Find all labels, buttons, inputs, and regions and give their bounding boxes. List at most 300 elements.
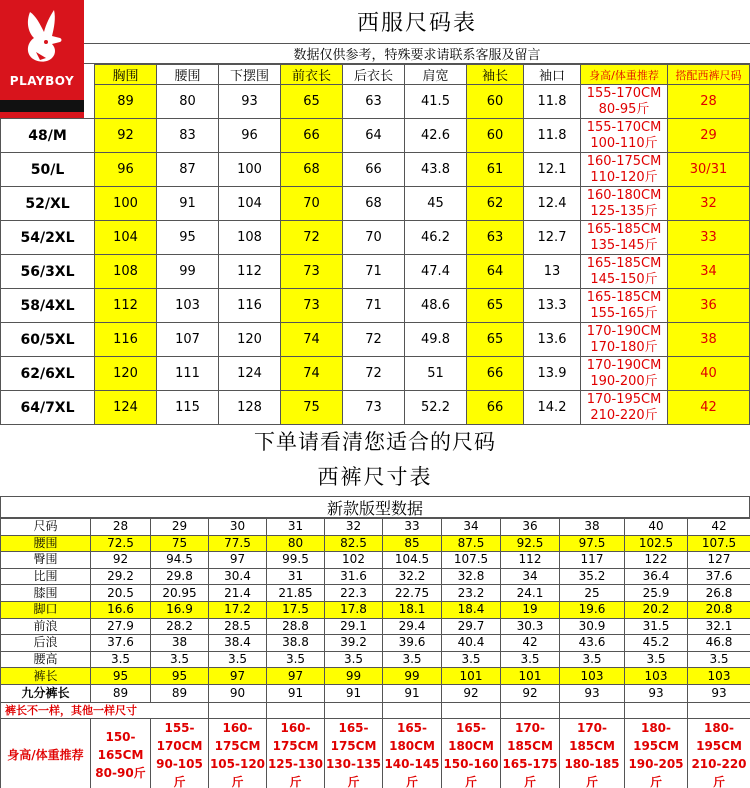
measurement-cell: 107.5 [442,552,501,569]
measurement-cell: 30.4 [209,568,267,585]
recommend-line: 175CM [214,738,261,753]
pants-row [1,535,750,552]
recommend-line: 195CM [696,738,742,753]
recommend-line: 斤 [347,774,360,788]
brand-text: PLAYBOY [9,74,75,88]
measurement-cell: 29.8 [151,568,209,585]
measurement-cell: 64 [343,119,405,153]
matching-pants-size: 33 [668,221,750,255]
pants-row-ninth [1,684,750,702]
measurement-cell: 28 [91,519,151,536]
measurement-cell: 34 [501,568,560,585]
measurement-cell: 13.9 [524,357,581,391]
measurement-cell: 3.5 [151,651,209,668]
measurement-cell: 64 [467,255,524,289]
col-header: 后衣长 [343,65,405,85]
measurement-cell: 24.1 [501,585,560,602]
measurement-cell: 82.5 [325,535,383,552]
measurement-cell: 108 [219,221,281,255]
suit-row [1,85,750,119]
height-weight-recommend [442,718,501,788]
col-header: 前衣长 [281,65,343,85]
measurement-cell: 99 [383,668,442,685]
measurement-cell: 65 [467,323,524,357]
recommend-line: 105-120 [209,756,266,771]
measurement-cell: 42 [688,519,750,536]
recommend-line: 斤 [231,774,244,788]
suit-row [1,391,750,425]
col-header: 腰围 [157,65,219,85]
measurement-cell: 95 [157,221,219,255]
measurement-cell: 62 [467,187,524,221]
measurement-cell: 28.2 [151,618,209,635]
recommend-line: 80-90斤 [95,765,146,780]
measurement-cell: 80 [267,535,325,552]
measurement-cell: 34 [442,519,501,536]
recommend-height: 165-185CM [586,221,662,237]
measurement-cell: 102.5 [625,535,688,552]
measurement-cell: 32 [325,519,383,536]
measurement-cell: 71 [343,289,405,323]
measurement-cell: 30.3 [501,618,560,635]
measurement-cell: 29.1 [325,618,383,635]
measurement-cell: 66 [281,119,343,153]
measurement-cell: 39.2 [325,635,383,652]
measurement-cell: 91 [157,187,219,221]
row-label: 脚口 [1,601,91,618]
suit-row [1,187,750,221]
measurement-cell: 103 [688,668,750,685]
pants-row [1,601,750,618]
measurement-cell: 31.5 [625,618,688,635]
measurement-cell: 39.6 [383,635,442,652]
recommend-line: 155- [164,720,195,735]
measurement-cell: 13 [524,255,581,289]
size-label: 58/4XL [1,289,95,323]
measurement-cell: 91 [383,684,442,702]
measurement-cell: 38.8 [267,635,325,652]
measurement-cell: 99.5 [267,552,325,569]
height-weight-recommend [209,718,267,788]
matching-pants-size: 34 [668,255,750,289]
measurement-cell: 112 [95,289,157,323]
measurement-cell: 11.8 [524,119,581,153]
measurement-cell: 72 [343,323,405,357]
measurement-cell: 18.1 [383,601,442,618]
measurement-cell: 61 [467,153,524,187]
measurement-cell: 3.5 [91,651,151,668]
height-weight-recommend [325,718,383,788]
measurement-cell: 49.8 [405,323,467,357]
measurement-cell: 41.5 [405,85,467,119]
pants-row [1,651,750,668]
measurement-cell: 12.1 [524,153,581,187]
height-weight-recommend [501,718,560,788]
matching-pants-size: 32 [668,187,750,221]
measurement-cell: 87.5 [442,535,501,552]
suit-header-row [1,65,750,85]
recommend-line: 165- [338,720,369,735]
recommend-weight: 80-95斤 [598,101,650,117]
suit-row [1,289,750,323]
measurement-cell: 45 [405,187,467,221]
measurement-cell: 36.4 [625,568,688,585]
height-weight-recommend [151,718,209,788]
recommend-line: 165CM [97,747,144,762]
measurement-cell: 29 [151,519,209,536]
measurement-cell: 3.5 [560,651,625,668]
measurement-cell: 63 [467,221,524,255]
measurement-cell: 21.85 [267,585,325,602]
pants-size-title: 西裤尺寸表 [317,465,433,489]
suit-row [1,221,750,255]
measurement-cell: 101 [501,668,560,685]
measurement-cell: 3.5 [625,651,688,668]
order-note: 下单请看清您适合的尺码 [254,430,496,454]
measurement-cell: 103 [560,668,625,685]
suit-row [1,323,750,357]
col-header: 下摆围 [219,65,281,85]
recommend-height: 170-190CM [586,357,662,373]
measurement-cell: 30.9 [560,618,625,635]
height-weight-recommend [688,718,750,788]
pants-note-row [1,702,750,718]
recommend-line: 180- [640,720,672,735]
measurement-cell: 33 [383,519,442,536]
recommend-line: 165- [455,720,487,735]
measurement-cell: 124 [95,391,157,425]
measurement-cell: 95 [91,668,151,685]
measurement-cell: 40 [625,519,688,536]
measurement-cell: 66 [343,153,405,187]
recommend-height: 170-190CM [586,323,662,339]
recommend-line: 160- [222,720,253,735]
measurement-cell: 100 [219,153,281,187]
measurement-cell: 97 [209,552,267,569]
measurement-cell: 73 [281,255,343,289]
recommend-height: 160-180CM [586,187,662,203]
height-weight-recommend [581,119,668,153]
recommend-line: 190-205 [628,756,684,771]
matching-pants-size: 36 [668,289,750,323]
height-weight-recommend [625,718,688,788]
measurement-cell: 66 [467,391,524,425]
measurement-cell: 3.5 [209,651,267,668]
measurement-cell: 3.5 [501,651,560,668]
measurement-cell: 68 [281,153,343,187]
measurement-cell: 20.2 [625,601,688,618]
recommend-line: 150- [105,729,136,744]
row-label: 尺码 [1,519,91,536]
measurement-cell: 72.5 [91,535,151,552]
measurement-cell: 14.2 [524,391,581,425]
row-label: 后浪 [1,635,91,652]
measurement-cell: 13.6 [524,323,581,357]
matching-pants-size: 40 [668,357,750,391]
measurement-cell: 111 [157,357,219,391]
measurement-cell: 124 [219,357,281,391]
measurement-cell: 100 [95,187,157,221]
measurement-cell: 71 [343,255,405,289]
measurement-cell: 22.3 [325,585,383,602]
row-label: 前浪 [1,618,91,635]
measurement-cell: 38.4 [209,635,267,652]
measurement-cell: 51 [405,357,467,391]
measurement-cell: 32.8 [442,568,501,585]
recommend-line: 170- [576,720,608,735]
matching-pants-size: 38 [668,323,750,357]
recommend-line: 斤 [523,774,536,788]
measurement-cell: 104.5 [383,552,442,569]
measurement-cell: 91 [267,684,325,702]
measurement-cell: 91 [325,684,383,702]
measurement-cell: 99 [157,255,219,289]
measurement-cell: 122 [625,552,688,569]
recommend-height: 165-185CM [586,255,662,271]
pants-row [1,552,750,569]
measurement-cell: 31 [267,568,325,585]
measurement-cell: 95 [151,668,209,685]
recommend-line: 180-185 [564,756,620,771]
recommend-line: 165-175 [502,756,558,771]
recommend-height: 155-170CM [586,119,662,135]
size-label: 64/7XL [1,391,95,425]
measurement-cell: 22.75 [383,585,442,602]
suit-size-title: 西服尺码表 [84,0,750,44]
measurement-cell: 74 [281,323,343,357]
recommend-line: 175CM [330,738,377,753]
suit-row [1,153,750,187]
row-label: 身高/体重推荐 [1,718,91,788]
measurement-cell: 3.5 [442,651,501,668]
measurement-cell: 104 [95,221,157,255]
height-weight-recommend [581,85,668,119]
recommend-line: 180CM [389,738,435,753]
measurement-cell: 12.7 [524,221,581,255]
measurement-cell: 21.4 [209,585,267,602]
pants-length-note: 裤长不一样，其他一样尺寸 [1,702,209,718]
measurement-cell: 99 [325,668,383,685]
measurement-cell: 37.6 [688,568,750,585]
measurement-cell: 11.8 [524,85,581,119]
measurement-cell: 66 [467,357,524,391]
measurement-cell: 97 [209,668,267,685]
recommend-line: 斤 [585,774,598,788]
measurement-cell: 29.4 [383,618,442,635]
measurement-cell: 89 [95,85,157,119]
measurement-cell: 93 [219,85,281,119]
measurement-cell: 47.4 [405,255,467,289]
measurement-cell: 97 [267,668,325,685]
measurement-cell: 43.6 [560,635,625,652]
height-weight-recommend [91,718,151,788]
measurement-cell: 36 [501,519,560,536]
measurement-cell: 23.2 [442,585,501,602]
measurement-cell: 12.4 [524,187,581,221]
col-header: 肩宽 [405,65,467,85]
recommend-line: 斤 [289,774,302,788]
measurement-cell: 112 [219,255,281,289]
matching-pants-size: 42 [668,391,750,425]
measurement-cell: 92 [442,684,501,702]
size-label: 50/L [1,153,95,187]
recommend-line: 斤 [649,774,662,788]
suit-size-table [0,64,750,425]
pants-recommend-row [1,718,750,788]
measurement-cell: 16.9 [151,601,209,618]
height-weight-recommend [581,221,668,255]
measurement-cell: 80 [157,85,219,119]
pants-row [1,568,750,585]
measurement-cell: 48.6 [405,289,467,323]
matching-pants-size: 28 [668,85,750,119]
row-label: 膝围 [1,585,91,602]
recommend-line: 180- [703,720,735,735]
recommend-line: 170CM [156,738,203,753]
measurement-cell: 117 [560,552,625,569]
size-label: 62/6XL [1,357,95,391]
measurement-cell: 92 [95,119,157,153]
measurement-cell: 19.6 [560,601,625,618]
suit-row [1,119,750,153]
measurement-cell: 93 [560,684,625,702]
col-header: 身高/体重推荐 [581,65,668,85]
measurement-cell: 115 [157,391,219,425]
bunny-icon [16,8,68,66]
recommend-line: 斤 [464,774,477,788]
height-weight-recommend [267,718,325,788]
height-weight-recommend [581,323,668,357]
size-label: 56/3XL [1,255,95,289]
measurement-cell: 40.4 [442,635,501,652]
measurement-cell: 60 [467,85,524,119]
measurement-cell: 38 [560,519,625,536]
recommend-line: 160- [280,720,311,735]
measurement-cell: 74 [281,357,343,391]
measurement-cell: 97.5 [560,535,625,552]
measurement-cell: 3.5 [267,651,325,668]
recommend-weight: 170-180斤 [590,339,658,355]
recommend-weight: 100-110斤 [590,135,658,151]
pants-row [1,668,750,685]
col-header: 袖长 [467,65,524,85]
height-weight-recommend [581,289,668,323]
measurement-cell: 19 [501,601,560,618]
pants-row [1,635,750,652]
measurement-cell: 70 [281,187,343,221]
height-weight-recommend [581,391,668,425]
measurement-cell: 46.8 [688,635,750,652]
matching-pants-size: 29 [668,119,750,153]
measurement-cell: 42 [501,635,560,652]
recommend-weight: 110-120斤 [590,169,658,185]
suit-row [1,357,750,391]
recommend-height: 160-175CM [586,153,662,169]
measurement-cell: 32.2 [383,568,442,585]
row-label: 九分裤长 [1,684,91,702]
suit-size-subtitle: 数据仅供参考，特殊要求请联系客服及留言 [84,44,750,64]
measurement-cell: 28.8 [267,618,325,635]
size-label: 60/5XL [1,323,95,357]
measurement-cell: 29.2 [91,568,151,585]
measurement-cell: 73 [343,391,405,425]
measurement-cell: 127 [688,552,750,569]
recommend-weight: 145-150斤 [590,271,658,287]
recommend-line: 195CM [633,738,679,753]
recommend-weight: 125-135斤 [590,203,658,219]
measurement-cell: 3.5 [325,651,383,668]
recommend-weight: 155-165斤 [590,305,658,321]
measurement-cell: 68 [343,187,405,221]
measurement-cell: 85 [383,535,442,552]
recommend-weight: 135-145斤 [590,237,658,253]
measurement-cell: 92 [501,684,560,702]
recommend-line: 90-105斤 [156,756,203,788]
col-header: 胸围 [95,65,157,85]
measurement-cell: 20.5 [91,585,151,602]
measurement-cell: 13.3 [524,289,581,323]
measurement-cell: 18.4 [442,601,501,618]
measurement-cell: 27.9 [91,618,151,635]
row-label: 臀围 [1,552,91,569]
row-label: 比围 [1,568,91,585]
measurement-cell: 65 [281,85,343,119]
measurement-cell: 92 [91,552,151,569]
measurement-cell: 17.8 [325,601,383,618]
col-header: 搭配西裤尺码 [668,65,750,85]
measurement-cell: 42.6 [405,119,467,153]
measurement-cell: 107 [157,323,219,357]
measurement-cell: 38 [151,635,209,652]
measurement-cell: 32.1 [688,618,750,635]
measurement-cell: 52.2 [405,391,467,425]
suit-row [1,255,750,289]
measurement-cell: 89 [151,684,209,702]
measurement-cell: 43.8 [405,153,467,187]
height-weight-recommend [581,153,668,187]
recommend-line: 185CM [569,738,615,753]
recommend-line: 185CM [507,738,553,753]
size-label: 48/M [1,119,95,153]
recommend-height: 165-185CM [586,289,662,305]
measurement-cell: 26.8 [688,585,750,602]
measurement-cell: 90 [209,684,267,702]
measurement-cell: 3.5 [688,651,750,668]
pants-row [1,585,750,602]
measurement-cell: 17.2 [209,601,267,618]
measurement-cell: 75 [151,535,209,552]
recommend-line: 210-220 [691,756,747,771]
measurement-cell: 102 [325,552,383,569]
measurement-cell: 17.5 [267,601,325,618]
height-weight-recommend [560,718,625,788]
matching-pants-size: 30/31 [668,153,750,187]
measurement-cell: 120 [219,323,281,357]
recommend-line: 175CM [272,738,319,753]
measurement-cell: 96 [219,119,281,153]
measurement-cell: 104 [219,187,281,221]
recommend-weight: 210-220斤 [590,407,658,423]
recommend-line: 125-130 [267,756,324,771]
measurement-cell: 103 [625,668,688,685]
measurement-cell: 103 [157,289,219,323]
row-label: 腰高 [1,651,91,668]
recommend-line: 170- [514,720,546,735]
measurement-cell: 70 [343,221,405,255]
row-label: 裤长 [1,668,91,685]
recommend-height: 155-170CM [586,85,662,101]
measurement-cell: 35.2 [560,568,625,585]
